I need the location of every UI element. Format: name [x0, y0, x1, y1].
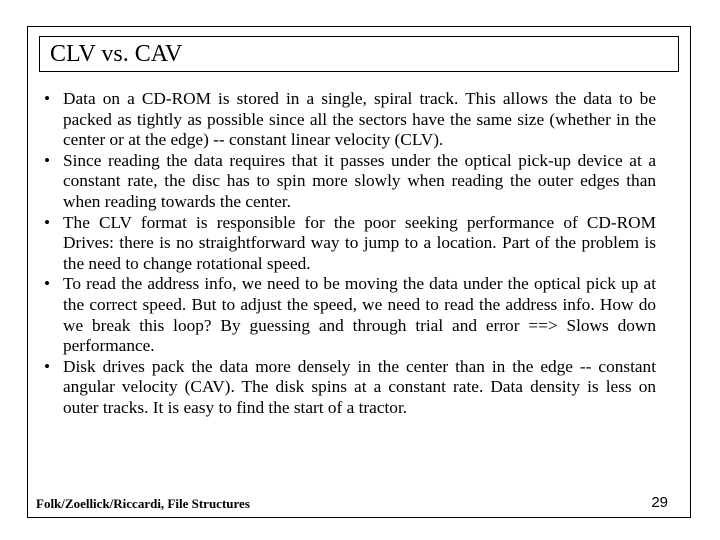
page-number: 29	[651, 494, 668, 511]
bullet-text-3: The CLV format is responsible for the poor seeking performance of CD-ROM Drives: there is no straightforward way to jump to a location. Part of the problem is the need to change rotational speed.	[63, 212, 656, 273]
bullet-text-1: Data on a CD-ROM is stored in a single, spiral track. This allows the data to be packed as tightly as possible since all the sectors have the same size (whether in the center or at the edge) -- constant linear velocity (CLV).	[63, 89, 656, 150]
bullet-item-5	[44, 357, 656, 419]
bullet-icon: •	[44, 212, 51, 232]
bullet-list	[44, 89, 656, 419]
bullet-item-2	[44, 151, 656, 213]
bullet-item-1	[44, 89, 656, 151]
footer-credit: Folk/Zoellick/Riccardi, File Structures	[36, 496, 250, 511]
bullet-text-5: Disk drives pack the data more densely in the center than in the edge -- constant angular velocity (CAV). The disk spins at a constant rate. Data density is less on outer tracks. It is easy to find the start of a tractor.	[63, 356, 656, 417]
bullet-icon: •	[44, 150, 51, 170]
bullet-icon: •	[44, 89, 51, 108]
bullet-text-4: To read the address info, we need to be moving the data under the optical pick up at the correct speed. But to adjust the speed, we need to read the address info. How do we break this loop? By guessing and through trial and error ==> Slows down performance.	[63, 274, 656, 356]
bullet-icon: •	[44, 274, 51, 294]
bullet-text-2: Since reading the data requires that it passes under the optical pick-up device at a constant rate, the disc has to spin more slowly when reading the outer edges than when reading towards the center.	[63, 150, 656, 211]
bullet-item-4	[44, 274, 656, 356]
title-box	[39, 36, 679, 72]
slide-title: CLV vs. CAV	[50, 41, 183, 67]
bullet-item-3	[44, 213, 656, 275]
bullet-icon: •	[44, 356, 51, 376]
